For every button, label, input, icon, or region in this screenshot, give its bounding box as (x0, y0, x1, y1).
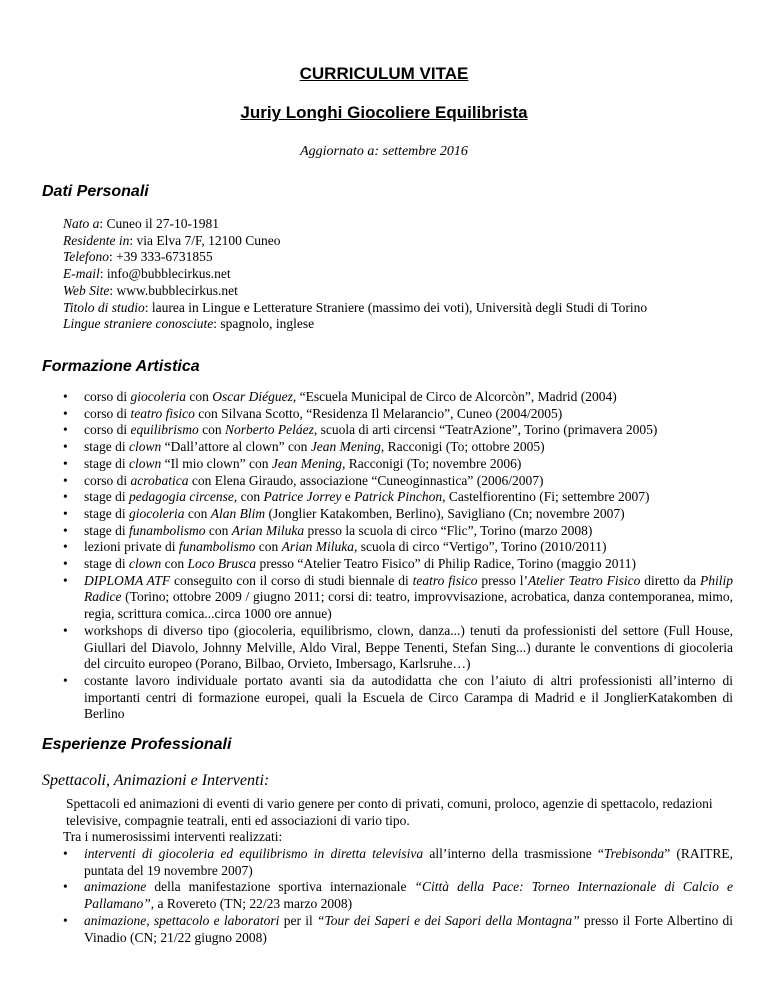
text-run: e (341, 489, 355, 505)
list-item (63, 456, 733, 473)
text-run: (Jonglier Katakomben, Berlino), Savigliano (Cn; novembre 2007) (265, 505, 625, 521)
text-run: , a Rovereto (TN; 22/23 marzo 2008) (150, 896, 353, 912)
list-item (63, 489, 733, 506)
italic-run: teatro fisico (412, 572, 478, 588)
text-run: corso di (84, 389, 131, 404)
bullet-icon: • (63, 505, 68, 521)
experience-intro: Spettacoli ed animazioni di eventi di vario genere per conto di privati, comuni, proloco, agenzie di spettacolo, redazioni televisive, compagnie teatrali, enti ed associazioni di vario tipo. (66, 796, 713, 828)
list-item (63, 673, 733, 723)
text-run: presso “Atelier Teatro Fisico” di Philip Radice, Torino (maggio 2011) (256, 556, 637, 572)
personal-value: : +39 333-6731855 (109, 249, 213, 265)
list-item (63, 879, 733, 912)
italic-run: equilibrismo (130, 422, 199, 438)
italic-run: Loco Brusca (187, 556, 257, 572)
text-run: con (161, 556, 188, 572)
italic-run: Alan Blim (210, 505, 266, 521)
text-run: con (186, 389, 213, 404)
text-run: stage di (84, 455, 129, 471)
text-run: , con (233, 489, 264, 505)
text-run: con (184, 505, 211, 521)
list-item (63, 556, 733, 573)
text-run: con (205, 522, 232, 538)
bullet-icon: • (63, 389, 68, 404)
list-item (63, 846, 733, 879)
italic-run: Patrice Jorrey (263, 489, 342, 505)
italic-run: funambolismo (178, 539, 256, 555)
list-item (63, 422, 733, 439)
italic-run: Jean Mening (310, 439, 381, 455)
text-run: “Il mio clown” con (161, 455, 272, 471)
bullet-icon: • (63, 879, 68, 895)
personal-row (63, 316, 753, 333)
italic-run: pedagogia circense (129, 489, 234, 505)
text-run: , Castelfiorentino (Fi; settembre 2007) (442, 489, 650, 505)
text-run: , scuola di circo “Vertigo”, Torino (2010/2011) (353, 539, 607, 555)
personal-label: Telefono (63, 249, 110, 265)
text-run: , “Escuela Municipal de Circo de Alcorcòn”, Madrid (2004) (292, 389, 617, 404)
italic-run: Trebisonda (603, 846, 665, 861)
italic-run: Arian Miluka (281, 539, 354, 555)
italic-run: giocoleria (129, 505, 185, 521)
text-run: corso di (84, 422, 131, 438)
personal-label: Nato a (63, 216, 100, 231)
italic-run: “Tour dei Saperi e dei Sapori della Montagna” (317, 912, 580, 928)
updated-date: Aggiornato a: settembre 2016 (300, 144, 468, 159)
list-item (63, 389, 733, 406)
section-training-heading: Formazione Artistica (42, 358, 200, 375)
italic-run: clown (129, 556, 162, 572)
text-run: della manifestazione sportiva internazionale (146, 879, 415, 895)
italic-run: animazione, spettacolo e laboratori (84, 912, 280, 928)
personal-value: : www.bubblecirkus.net (109, 282, 238, 298)
personal-value: : info@bubblecirkus.net (99, 266, 231, 282)
name-line: Juriy Longhi Giocoliere Equilibrista (240, 103, 528, 122)
bullet-icon: • (63, 672, 68, 688)
text-run: stage di (84, 489, 129, 505)
bullet-icon: • (63, 846, 68, 861)
bullet-icon: • (63, 422, 68, 438)
text-run: per il (279, 912, 317, 928)
bullet-icon: • (63, 912, 68, 928)
personal-data-list (63, 216, 753, 333)
text-run: “Dall’attore al clown” con (161, 439, 311, 455)
bullet-icon: • (63, 539, 68, 555)
italic-run: teatro fisico (130, 405, 195, 421)
personal-value: : spagnolo, inglese (213, 316, 315, 332)
experience-lead: Tra i numerosissimi interventi realizzati: (63, 829, 283, 844)
list-item (63, 473, 733, 490)
italic-run: animazione (84, 879, 147, 895)
italic-run: Norberto Peláez (225, 422, 314, 438)
bullet-icon: • (63, 622, 68, 638)
bullet-icon: • (63, 472, 68, 488)
italic-run: interventi di giocoleria ed equilibrismo in diretta televisiva (84, 846, 424, 861)
document-title: CURRICULUM VITAE (299, 64, 469, 83)
bullet-icon: • (63, 556, 68, 572)
personal-label: Titolo di studio (63, 299, 145, 315)
personal-label: Web Site (63, 282, 110, 298)
personal-row (63, 249, 753, 266)
list-item (63, 623, 733, 673)
text-run: ” (RAITRE, puntata del 19 novembre 2007) (84, 846, 734, 878)
experience-subheading: Spettacoli, Animazioni e Interventi: (42, 772, 270, 789)
text-run: stage di (84, 439, 129, 455)
list-item (63, 439, 733, 456)
italic-run: Atelier Teatro Fisico (527, 572, 641, 588)
text-run: diretto da (640, 572, 700, 588)
list-item (63, 913, 733, 946)
personal-value: : Cuneo il 27-10-1981 (99, 216, 220, 231)
text-run: corso di (84, 472, 131, 488)
bullet-icon: • (63, 489, 68, 505)
bullet-icon: • (63, 405, 68, 421)
text-run: lezioni private di (84, 539, 179, 555)
text-run: presso il Forte Albertino di Vinadio (CN; 21/22 giugno 2008) (84, 912, 733, 945)
training-list (63, 389, 733, 723)
text-run: con (198, 422, 226, 438)
personal-row (63, 283, 753, 300)
text-run: stage di (84, 556, 129, 572)
italic-run: Jean Mening, (271, 455, 346, 471)
text-run: (Torino; ottobre 2009 / giugno 2011; corsi di: teatro, improvvisazione, acrobatica, danza contemporanea, mimo, regia, scrittura comica...circa 1000 ore annue) (84, 589, 733, 622)
text-run: con Elena Giraudo, associazione “Cuneoginnastica” (2006/2007) (188, 472, 544, 488)
section-personal-heading: Dati Personali (42, 183, 149, 200)
text-run: , scuola di arti circensi “TeatrAzione”, Torino (primavera 2005) (313, 422, 658, 438)
italic-run: DIPLOMA ATF (84, 572, 171, 588)
italic-run: clown (129, 439, 162, 455)
text-run: con Silvana Scotto, “Residenza Il Melarancio”, Cuneo (2004/2005) (194, 405, 563, 421)
personal-row (63, 300, 753, 317)
italic-run: Philip Radice (84, 572, 733, 605)
text-run: corso di (84, 405, 131, 421)
text-run: workshops di diverso tipo (giocoleria, equilibrismo, clown, danza...) tenuti da professionisti del settore (Full House, Giullari del Diavolo, Johnny Melville, Aldo Viral, Beppe Tenenti, Stefan Sing...) durante le conventions di giocoleria del circuito europeo (Porano, Bilbao, Orvieto, Imbersago, Karlsruhe…) (84, 622, 733, 672)
italic-run: Oscar Diéguez (212, 389, 293, 404)
list-item (63, 573, 733, 623)
text-run: stage di (84, 505, 129, 521)
text-run: presso l’ (477, 572, 528, 588)
text-run: con (255, 539, 282, 555)
personal-value: : via Elva 7/F, 12100 Cuneo (129, 232, 281, 248)
bullet-icon: • (63, 522, 68, 538)
bullet-icon: • (63, 572, 68, 588)
personal-value: : laurea in Lingue e Letterature Straniere (massimo dei voti), Università degli Studi di Torino (144, 299, 648, 315)
list-item (63, 539, 733, 556)
text-run: all’interno della trasmissione “ (423, 846, 604, 861)
experience-list (63, 846, 733, 946)
personal-row (63, 216, 753, 233)
text-run: stage di (84, 522, 129, 538)
text-run: costante lavoro individuale portato avanti sia da autodidatta che con l’aiuto di altri professionisti all’interno di importanti centri di formazione europei, quali la Escuela de Circo Carampa di Madrid e il JonglierKatakomben di Berlino (84, 672, 733, 722)
personal-label: E-mail (63, 266, 100, 282)
italic-run: funambolismo (129, 522, 206, 538)
personal-row (63, 266, 753, 283)
italic-run: acrobatica (130, 472, 189, 488)
italic-run: Arian Miluka (231, 522, 305, 538)
text-run: presso la scuola di circo “Flic”, Torino (marzo 2008) (304, 522, 593, 538)
italic-run: clown (129, 455, 162, 471)
italic-run: “Città della Pace: Torneo Internazionale di Calcio e Pallamano” (84, 879, 733, 912)
list-item (63, 523, 733, 540)
bullet-icon: • (63, 439, 68, 455)
section-experience-heading: Esperienze Professionali (42, 736, 232, 753)
list-item (63, 406, 733, 423)
italic-run: Patrick Pinchon (354, 489, 443, 505)
list-item (63, 506, 733, 523)
bullet-icon: • (63, 455, 68, 471)
personal-label: Lingue straniere conosciute (63, 316, 214, 332)
personal-row (63, 233, 753, 250)
text-run: conseguito con il corso di studi biennale di (170, 572, 413, 588)
text-run: Racconigi (To; novembre 2006) (345, 455, 522, 471)
italic-run: giocoleria (130, 389, 186, 404)
personal-label: Residente in (63, 232, 130, 248)
text-run: , Racconigi (To; ottobre 2005) (380, 439, 545, 455)
